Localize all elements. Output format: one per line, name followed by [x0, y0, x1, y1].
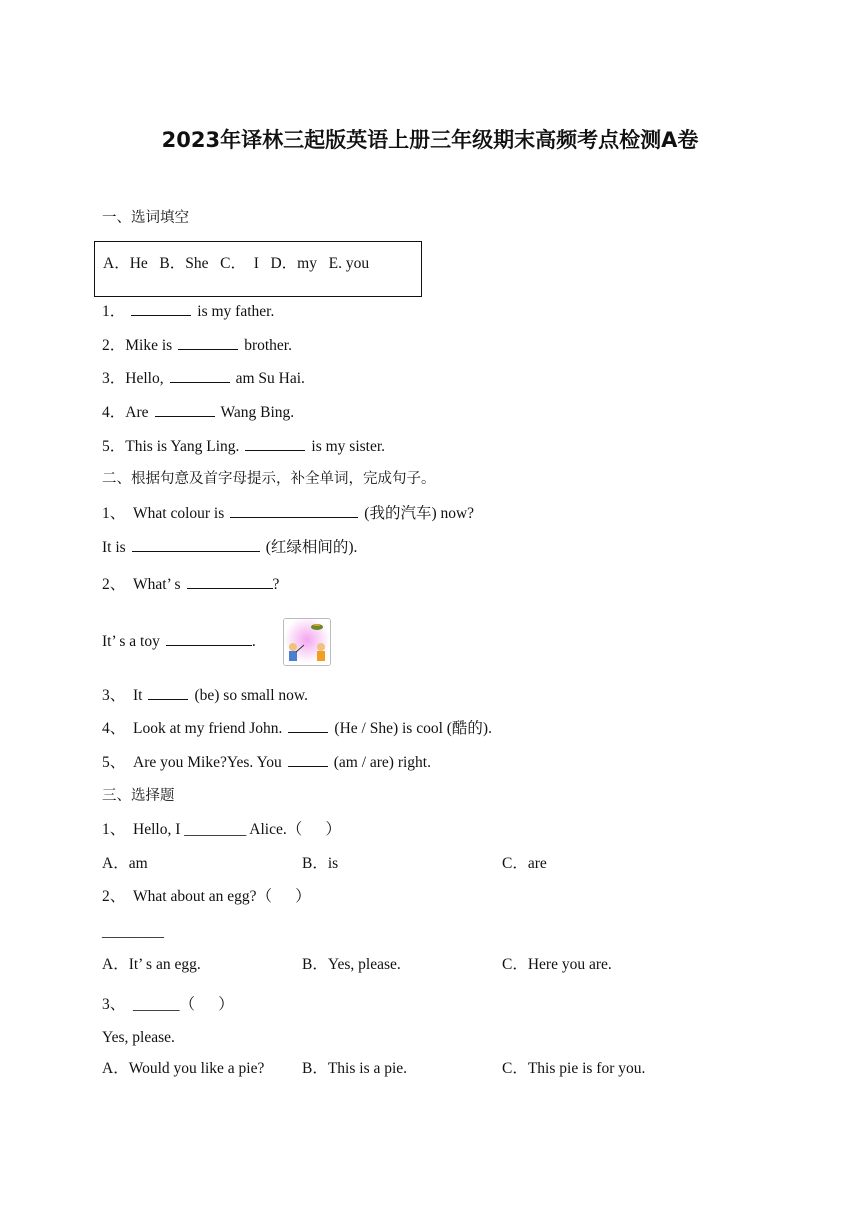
- section-3-heading: 三、选择题: [102, 788, 175, 804]
- question-text: It is: [102, 539, 126, 556]
- options-text: A．He B．She C． I D．my E. you: [103, 255, 370, 272]
- section-2-heading: 二、根据句意及首字母提示，补全单词，完成句子。: [102, 471, 436, 487]
- question-1-3: [102, 368, 305, 389]
- question-text: It: [133, 687, 143, 704]
- question-text: ______（ ）: [133, 996, 234, 1013]
- option-c[interactable]: C．Here you are.: [502, 956, 612, 973]
- question-3-2: [102, 887, 311, 907]
- question-3-1: [102, 820, 341, 840]
- question-number: 1、: [102, 505, 126, 522]
- question-1-5: [102, 436, 385, 457]
- question-number: 1、: [102, 821, 126, 838]
- question-text: is my father.: [197, 303, 275, 320]
- question-number: 2、: [102, 888, 126, 905]
- question-text: (红绿相间的).: [265, 539, 358, 556]
- question-number: 4．: [102, 404, 126, 421]
- question-2-1-line2: [102, 537, 357, 558]
- question-number: 1．: [102, 303, 126, 320]
- question-2-3: [102, 685, 308, 706]
- answer-blank[interactable]: [170, 368, 230, 383]
- question-number: 5、: [102, 754, 126, 771]
- answer-blank[interactable]: [245, 436, 305, 451]
- question-3-3: [102, 995, 234, 1015]
- answer-blank[interactable]: [187, 574, 273, 589]
- question-text: Are you Mike?Yes. You: [133, 754, 282, 771]
- answer-blank[interactable]: [155, 402, 215, 417]
- question-number: 4、: [102, 720, 126, 737]
- question-text: (am / are) right.: [333, 754, 431, 771]
- reply-text: Yes, please.: [102, 1029, 175, 1046]
- question-2-2-line2: [102, 631, 256, 652]
- question-1-1: [102, 301, 274, 322]
- question-text: It’ s a toy: [102, 633, 160, 650]
- question-number: 3、: [102, 687, 126, 704]
- answer-blank[interactable]: [132, 537, 260, 552]
- question-number: 2．: [102, 337, 126, 354]
- question-text: Hello, I ________ Alice.（ ）: [133, 821, 341, 838]
- question-2-2: [102, 574, 279, 595]
- question-text: What’ s: [133, 576, 181, 593]
- question-1-2: [102, 335, 292, 356]
- toy-image: [283, 618, 331, 666]
- question-text: What about an egg?（ ）: [133, 888, 311, 905]
- question-number: 3．: [102, 370, 126, 387]
- question-text: (be) so small now.: [194, 687, 308, 704]
- section-1-heading: 一、选词填空: [102, 210, 189, 226]
- question-text: Look at my friend John.: [133, 720, 283, 737]
- option-a[interactable]: A．It’ s an egg.: [102, 956, 201, 973]
- question-text: Wang Bing.: [220, 404, 295, 421]
- option-c[interactable]: C．This pie is for you.: [502, 1060, 646, 1077]
- answer-blank[interactable]: [288, 752, 328, 767]
- question-2-1: [102, 503, 474, 524]
- option-a[interactable]: A．am: [102, 855, 148, 872]
- answer-blank[interactable]: [166, 631, 252, 646]
- question-text: What colour is: [133, 505, 225, 522]
- answer-blank[interactable]: [148, 685, 188, 700]
- answer-blank[interactable]: [230, 503, 358, 518]
- question-text: (我的汽车) now?: [364, 505, 475, 522]
- question-text: Hello,: [125, 370, 164, 387]
- question-text: Are: [125, 404, 149, 421]
- question-text: (He / She) is cool (酷的).: [334, 720, 492, 737]
- question-2-5: [102, 752, 431, 773]
- question-text: am Su Hai.: [235, 370, 305, 387]
- option-b[interactable]: B．is: [302, 855, 339, 872]
- page-title: 2023年译林三起版英语上册三年级期末高频考点检测A卷: [161, 128, 699, 152]
- answer-blank[interactable]: [178, 335, 238, 350]
- question-1-4: [102, 402, 294, 423]
- option-c[interactable]: C．are: [502, 855, 547, 872]
- question-number: 5．: [102, 438, 126, 455]
- question-text: Mike is: [125, 337, 173, 354]
- answer-blank[interactable]: [131, 301, 191, 316]
- question-text: is my sister.: [311, 438, 386, 455]
- answer-blank[interactable]: [288, 718, 328, 733]
- question-text: .: [251, 633, 256, 650]
- question-text: This is Yang Ling.: [125, 438, 240, 455]
- question-2-4: [102, 718, 492, 739]
- option-a[interactable]: A．Would you like a pie?: [102, 1060, 265, 1077]
- question-number: 3、: [102, 996, 126, 1013]
- option-b[interactable]: B．This is a pie.: [302, 1060, 408, 1077]
- answer-line[interactable]: ________: [102, 923, 164, 940]
- question-text: ?: [272, 576, 280, 593]
- option-b[interactable]: B．Yes, please.: [302, 956, 401, 973]
- question-number: 2、: [102, 576, 126, 593]
- question-text: brother.: [244, 337, 292, 354]
